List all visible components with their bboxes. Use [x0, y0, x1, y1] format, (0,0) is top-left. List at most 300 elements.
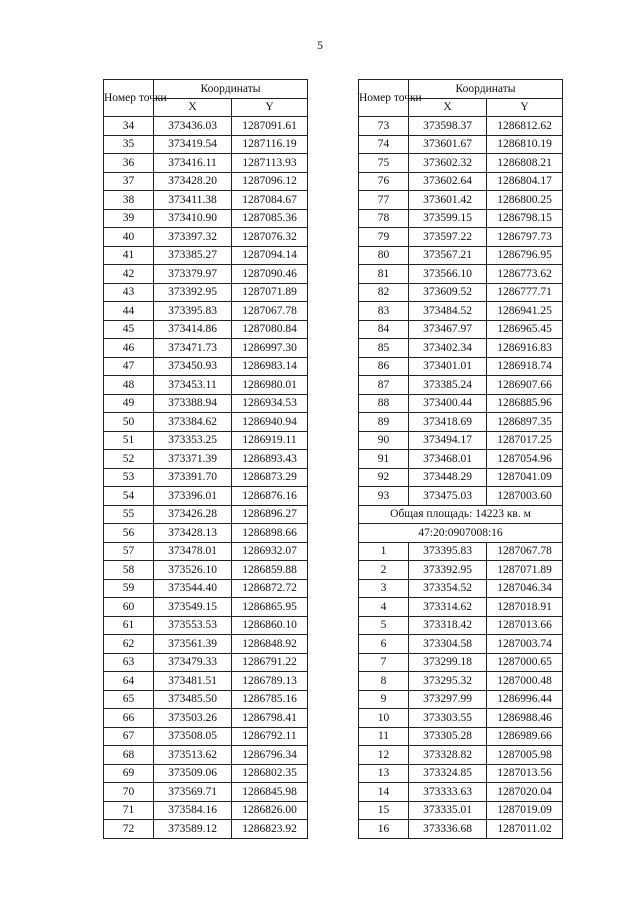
x-coordinate-cell: 373450.93: [154, 357, 232, 376]
y-coordinate-cell: 1286796.34: [232, 746, 308, 765]
point-number-cell: 16: [359, 820, 409, 839]
plot-summary: [359, 505, 563, 542]
x-coordinate-cell: 373589.12: [154, 820, 232, 839]
y-coordinate-cell: 1287113.93: [232, 154, 308, 173]
y-coordinate-cell: 1286898.66: [232, 524, 308, 543]
point-number-cell: 71: [104, 801, 154, 820]
table-row: [104, 616, 308, 635]
table-row: [104, 228, 308, 247]
point-number-cell: 77: [359, 191, 409, 210]
point-number-cell: 93: [359, 487, 409, 506]
y-coordinate-cell: 1286893.43: [232, 450, 308, 469]
table-row: [359, 616, 563, 635]
x-coordinate-cell: 373553.53: [154, 616, 232, 635]
y-coordinate-cell: 1286988.46: [487, 709, 563, 728]
point-number-cell: 83: [359, 302, 409, 321]
point-number-cell: 47: [104, 357, 154, 376]
table-row: [104, 413, 308, 432]
x-coordinate-cell: 373395.83: [154, 302, 232, 321]
y-coordinate-cell: 1287080.84: [232, 320, 308, 339]
table-row: [359, 209, 563, 228]
x-coordinate-cell: 373584.16: [154, 801, 232, 820]
y-coordinate-cell: 1286777.71: [487, 283, 563, 302]
table-row: [104, 598, 308, 617]
point-number-cell: 63: [104, 653, 154, 672]
x-coordinate-cell: 373602.64: [409, 172, 487, 191]
table-row: [104, 117, 308, 136]
point-number-cell: 4: [359, 598, 409, 617]
point-number-cell: 39: [104, 209, 154, 228]
x-coordinate-cell: 373397.32: [154, 228, 232, 247]
x-coordinate-cell: 373303.55: [409, 709, 487, 728]
y-coordinate-cell: 1286773.62: [487, 265, 563, 284]
x-coordinate-cell: 373304.58: [409, 635, 487, 654]
x-coordinate-cell: 373314.62: [409, 598, 487, 617]
table-row: [359, 783, 563, 802]
table-row: [104, 431, 308, 450]
point-number-cell: 7: [359, 653, 409, 672]
table-row: [104, 505, 308, 524]
point-number-cell: 84: [359, 320, 409, 339]
x-coordinate-cell: 373566.10: [409, 265, 487, 284]
x-coordinate-cell: 373295.32: [409, 672, 487, 691]
x-coordinate-cell: 373299.18: [409, 653, 487, 672]
y-coordinate-cell: 1287054.96: [487, 450, 563, 469]
cadastral-number: 47:20:0907008:16: [359, 524, 563, 543]
y-coordinate-cell: 1286996.44: [487, 690, 563, 709]
point-number-cell: 34: [104, 117, 154, 136]
y-coordinate-cell: 1287020.04: [487, 783, 563, 802]
table-row: [359, 265, 563, 284]
point-number-cell: 61: [104, 616, 154, 635]
y-coordinate-cell: 1287013.56: [487, 764, 563, 783]
x-coordinate-cell: 373335.01: [409, 801, 487, 820]
point-number-cell: 45: [104, 320, 154, 339]
x-coordinate-cell: 373395.83: [409, 542, 487, 561]
y-coordinate-cell: 1286907.66: [487, 376, 563, 395]
y-coordinate-cell: 1286797.73: [487, 228, 563, 247]
y-coordinate-cell: 1286792.11: [232, 727, 308, 746]
x-coordinate-cell: 373569.71: [154, 783, 232, 802]
y-coordinate-cell: 1287084.67: [232, 191, 308, 210]
total-area: Общая площадь: 14223 кв. м: [359, 505, 563, 524]
x-coordinate-cell: 373324.85: [409, 764, 487, 783]
table-row: [104, 820, 308, 839]
x-coordinate-cell: 373509.06: [154, 764, 232, 783]
y-coordinate-cell: 1286789.13: [232, 672, 308, 691]
point-number-cell: 74: [359, 135, 409, 154]
y-coordinate-cell: 1287090.46: [232, 265, 308, 284]
point-number-cell: 78: [359, 209, 409, 228]
y-coordinate-cell: 1286859.88: [232, 561, 308, 580]
point-number-cell: 59: [104, 579, 154, 598]
point-number-cell: 89: [359, 413, 409, 432]
table-row: [359, 246, 563, 265]
y-coordinate-cell: 1287003.74: [487, 635, 563, 654]
y-coordinate-cell: 1286932.07: [232, 542, 308, 561]
x-coordinate-cell: 373601.42: [409, 191, 487, 210]
table-row: [359, 394, 563, 413]
table-row: [359, 431, 563, 450]
x-coordinate-cell: 373400.44: [409, 394, 487, 413]
point-number-cell: 87: [359, 376, 409, 395]
point-number-cell: 46: [104, 339, 154, 358]
y-coordinate-cell: 1286980.01: [232, 376, 308, 395]
table-row: [359, 505, 563, 524]
x-coordinate-cell: 373385.27: [154, 246, 232, 265]
point-number-cell: 43: [104, 283, 154, 302]
x-coordinate-cell: 373333.63: [409, 783, 487, 802]
table-row: [104, 709, 308, 728]
x-coordinate-cell: 373479.33: [154, 653, 232, 672]
point-number-cell: 9: [359, 690, 409, 709]
table-row: [359, 727, 563, 746]
point-number-cell: 48: [104, 376, 154, 395]
point-number-cell: 92: [359, 468, 409, 487]
y-coordinate-cell: 1286919.11: [232, 431, 308, 450]
table-row: [104, 339, 308, 358]
x-coordinate-cell: 373385.24: [409, 376, 487, 395]
point-number-cell: 36: [104, 154, 154, 173]
y-coordinate-cell: 1286941.25: [487, 302, 563, 321]
y-coordinate-cell: 1286965.45: [487, 320, 563, 339]
page-number: 5: [317, 38, 323, 52]
point-number-cell: 70: [104, 783, 154, 802]
point-number-cell: 54: [104, 487, 154, 506]
table-row: [104, 764, 308, 783]
point-number-cell: 10: [359, 709, 409, 728]
table-row: [104, 357, 308, 376]
table-row: [104, 561, 308, 580]
x-coordinate-cell: 373602.32: [409, 154, 487, 173]
table-row: [104, 209, 308, 228]
table-row: [359, 320, 563, 339]
y-coordinate-cell: 1287067.78: [487, 542, 563, 561]
x-coordinate-cell: 373297.99: [409, 690, 487, 709]
y-coordinate-cell: 1287041.09: [487, 468, 563, 487]
table-row: [359, 820, 563, 839]
x-coordinate-cell: 373401.01: [409, 357, 487, 376]
table-row: [359, 672, 563, 691]
table-row: [359, 487, 563, 506]
point-number-cell: 76: [359, 172, 409, 191]
table-row: [104, 542, 308, 561]
point-number-cell: 91: [359, 450, 409, 469]
point-number-cell: 50: [104, 413, 154, 432]
x-coordinate-cell: 373414.86: [154, 320, 232, 339]
y-coordinate-cell: 1286845.98: [232, 783, 308, 802]
table-row: [359, 154, 563, 173]
point-number-cell: 64: [104, 672, 154, 691]
y-coordinate-cell: 1286896.27: [232, 505, 308, 524]
table-row: [104, 783, 308, 802]
right-table-body-b: [359, 542, 563, 838]
x-coordinate-cell: 373416.11: [154, 154, 232, 173]
y-coordinate-cell: 1286823.92: [232, 820, 308, 839]
table-row: [104, 450, 308, 469]
point-number-cell: 37: [104, 172, 154, 191]
x-coordinate-cell: 373484.52: [409, 302, 487, 321]
point-number-cell: 69: [104, 764, 154, 783]
x-coordinate-cell: 373402.34: [409, 339, 487, 358]
y-header: Y: [232, 98, 308, 117]
y-coordinate-cell: 1287116.19: [232, 135, 308, 154]
y-coordinate-cell: 1286802.35: [232, 764, 308, 783]
point-number-cell: 42: [104, 265, 154, 284]
x-coordinate-cell: 373468.01: [409, 450, 487, 469]
x-coordinate-cell: 373396.01: [154, 487, 232, 506]
y-coordinate-cell: 1286804.17: [487, 172, 563, 191]
y-coordinate-cell: 1287096.12: [232, 172, 308, 191]
y-coordinate-cell: 1286989.66: [487, 727, 563, 746]
table-row: [104, 524, 308, 543]
point-number-cell: 72: [104, 820, 154, 839]
y-coordinate-cell: 1286812.62: [487, 117, 563, 136]
y-coordinate-cell: 1287019.09: [487, 801, 563, 820]
x-coordinate-cell: 373471.73: [154, 339, 232, 358]
x-coordinate-cell: 373428.20: [154, 172, 232, 191]
table-row: [359, 228, 563, 247]
coordinates-table-left: [103, 79, 308, 839]
table-row: [104, 135, 308, 154]
x-coordinate-cell: 373478.01: [154, 542, 232, 561]
point-number-cell: 67: [104, 727, 154, 746]
table-row: [104, 690, 308, 709]
x-coordinate-cell: 373391.70: [154, 468, 232, 487]
point-number-cell: 58: [104, 561, 154, 580]
table-row: [359, 302, 563, 321]
y-coordinate-cell: 1287071.89: [487, 561, 563, 580]
y-coordinate-cell: 1286800.25: [487, 191, 563, 210]
x-coordinate-cell: 373503.26: [154, 709, 232, 728]
table-row: [104, 487, 308, 506]
table-row: [359, 690, 563, 709]
table-row: [359, 542, 563, 561]
table-row: [359, 283, 563, 302]
table-row: [359, 598, 563, 617]
x-coordinate-cell: 373419.54: [154, 135, 232, 154]
point-number-cell: 1: [359, 542, 409, 561]
point-number-cell: 49: [104, 394, 154, 413]
point-number-cell: 75: [359, 154, 409, 173]
table-row: [104, 394, 308, 413]
y-coordinate-cell: 1286785.16: [232, 690, 308, 709]
x-coordinate-cell: 373411.38: [154, 191, 232, 210]
table-row: [359, 376, 563, 395]
y-coordinate-cell: 1286997.30: [232, 339, 308, 358]
x-coordinate-cell: 373354.52: [409, 579, 487, 598]
y-coordinate-cell: 1287046.34: [487, 579, 563, 598]
point-number-cell: 73: [359, 117, 409, 136]
y-coordinate-cell: 1286934.53: [232, 394, 308, 413]
point-number-cell: 82: [359, 283, 409, 302]
point-number-cell: 52: [104, 450, 154, 469]
y-coordinate-cell: 1287011.02: [487, 820, 563, 839]
x-coordinate-cell: 373561.39: [154, 635, 232, 654]
point-number-cell: 38: [104, 191, 154, 210]
y-coordinate-cell: 1286916.83: [487, 339, 563, 358]
y-coordinate-cell: 1286885.96: [487, 394, 563, 413]
point-number-cell: 65: [104, 690, 154, 709]
table-row: [104, 265, 308, 284]
table-row: [359, 357, 563, 376]
table-row: [359, 450, 563, 469]
y-coordinate-cell: 1286808.21: [487, 154, 563, 173]
table-row: [359, 709, 563, 728]
y-coordinate-cell: 1287000.48: [487, 672, 563, 691]
y-coordinate-cell: 1286826.00: [232, 801, 308, 820]
x-coordinate-cell: 373598.37: [409, 117, 487, 136]
point-number-cell: 14: [359, 783, 409, 802]
x-coordinate-cell: 373305.28: [409, 727, 487, 746]
x-coordinate-cell: 373384.62: [154, 413, 232, 432]
x-coordinate-cell: 373467.97: [409, 320, 487, 339]
y-coordinate-cell: 1287005.98: [487, 746, 563, 765]
x-coordinate-cell: 373328.82: [409, 746, 487, 765]
point-number-cell: 12: [359, 746, 409, 765]
table-row: [359, 117, 563, 136]
coordinates-table-right: [358, 79, 563, 839]
table-row: [104, 746, 308, 765]
table-row: [104, 376, 308, 395]
x-coordinate-cell: 373336.68: [409, 820, 487, 839]
point-number-cell: 44: [104, 302, 154, 321]
table-row: [359, 339, 563, 358]
coordinates-header: Координаты: [409, 80, 563, 99]
x-coordinate-cell: 373599.15: [409, 209, 487, 228]
y-coordinate-cell: 1287013.66: [487, 616, 563, 635]
y-coordinate-cell: 1287067.78: [232, 302, 308, 321]
x-coordinate-cell: 373485.50: [154, 690, 232, 709]
point-number-header: Номер точки: [359, 80, 409, 117]
y-coordinate-cell: 1286798.41: [232, 709, 308, 728]
table-row: [359, 653, 563, 672]
x-coordinate-cell: 373436.03: [154, 117, 232, 136]
point-number-cell: 56: [104, 524, 154, 543]
point-number-cell: 3: [359, 579, 409, 598]
table-row: [359, 561, 563, 580]
point-number-cell: 81: [359, 265, 409, 284]
x-coordinate-cell: 373567.21: [409, 246, 487, 265]
table-row: [104, 727, 308, 746]
x-coordinate-cell: 373353.25: [154, 431, 232, 450]
table-row: [359, 135, 563, 154]
point-number-cell: 8: [359, 672, 409, 691]
y-coordinate-cell: 1287076.32: [232, 228, 308, 247]
left-table-body: [104, 117, 308, 839]
table-row: [359, 191, 563, 210]
table-row: [359, 764, 563, 783]
x-header: X: [409, 98, 487, 117]
y-coordinate-cell: 1286940.94: [232, 413, 308, 432]
table-row: [104, 191, 308, 210]
x-coordinate-cell: 373453.11: [154, 376, 232, 395]
point-number-cell: 90: [359, 431, 409, 450]
point-number-cell: 6: [359, 635, 409, 654]
point-number-cell: 88: [359, 394, 409, 413]
point-number-cell: 62: [104, 635, 154, 654]
x-coordinate-cell: 373371.39: [154, 450, 232, 469]
table-row: [359, 413, 563, 432]
y-coordinate-cell: 1286810.19: [487, 135, 563, 154]
point-number-cell: 2: [359, 561, 409, 580]
table-row: [104, 653, 308, 672]
table-row: [104, 154, 308, 173]
x-coordinate-cell: 373481.51: [154, 672, 232, 691]
point-number-cell: 57: [104, 542, 154, 561]
x-coordinate-cell: 373597.22: [409, 228, 487, 247]
table-row: [104, 635, 308, 654]
point-number-cell: 68: [104, 746, 154, 765]
x-coordinate-cell: 373508.05: [154, 727, 232, 746]
right-table-body-a: [359, 117, 563, 506]
x-coordinate-cell: 373526.10: [154, 561, 232, 580]
y-coordinate-cell: 1286897.35: [487, 413, 563, 432]
table-row: [359, 468, 563, 487]
table-row: [359, 635, 563, 654]
point-number-cell: 15: [359, 801, 409, 820]
table-row: [104, 468, 308, 487]
y-coordinate-cell: 1287091.61: [232, 117, 308, 136]
point-number-header: Номер точки: [104, 80, 154, 117]
y-coordinate-cell: 1287003.60: [487, 487, 563, 506]
point-number-cell: 86: [359, 357, 409, 376]
y-coordinate-cell: 1287094.14: [232, 246, 308, 265]
y-coordinate-cell: 1286791.22: [232, 653, 308, 672]
x-coordinate-cell: 373609.52: [409, 283, 487, 302]
table-row: [359, 172, 563, 191]
table-row: [104, 246, 308, 265]
point-number-cell: 13: [359, 764, 409, 783]
point-number-cell: 5: [359, 616, 409, 635]
y-coordinate-cell: 1286983.14: [232, 357, 308, 376]
y-coordinate-cell: 1287017.25: [487, 431, 563, 450]
coordinates-header: Координаты: [154, 80, 308, 99]
y-coordinate-cell: 1287071.89: [232, 283, 308, 302]
y-coordinate-cell: 1287085.36: [232, 209, 308, 228]
point-number-cell: 79: [359, 228, 409, 247]
table-row: [104, 579, 308, 598]
y-coordinate-cell: 1286873.29: [232, 468, 308, 487]
x-coordinate-cell: 373426.28: [154, 505, 232, 524]
table-row: [104, 283, 308, 302]
y-coordinate-cell: 1286796.95: [487, 246, 563, 265]
table-row: [359, 524, 563, 543]
y-coordinate-cell: 1286876.16: [232, 487, 308, 506]
x-coordinate-cell: 373392.95: [409, 561, 487, 580]
point-number-cell: 51: [104, 431, 154, 450]
x-coordinate-cell: 373601.67: [409, 135, 487, 154]
point-number-cell: 35: [104, 135, 154, 154]
table-row: [104, 801, 308, 820]
table-row: [359, 579, 563, 598]
table-row: [104, 672, 308, 691]
y-coordinate-cell: 1286860.10: [232, 616, 308, 635]
table-row: [104, 302, 308, 321]
point-number-cell: 85: [359, 339, 409, 358]
x-coordinate-cell: 373392.95: [154, 283, 232, 302]
table-row: [359, 801, 563, 820]
x-coordinate-cell: 373448.29: [409, 468, 487, 487]
x-coordinate-cell: 373318.42: [409, 616, 487, 635]
point-number-cell: 11: [359, 727, 409, 746]
x-header: X: [154, 98, 232, 117]
table-row: [359, 746, 563, 765]
x-coordinate-cell: 373379.97: [154, 265, 232, 284]
point-number-cell: 80: [359, 246, 409, 265]
x-coordinate-cell: 373475.03: [409, 487, 487, 506]
x-coordinate-cell: 373549.15: [154, 598, 232, 617]
